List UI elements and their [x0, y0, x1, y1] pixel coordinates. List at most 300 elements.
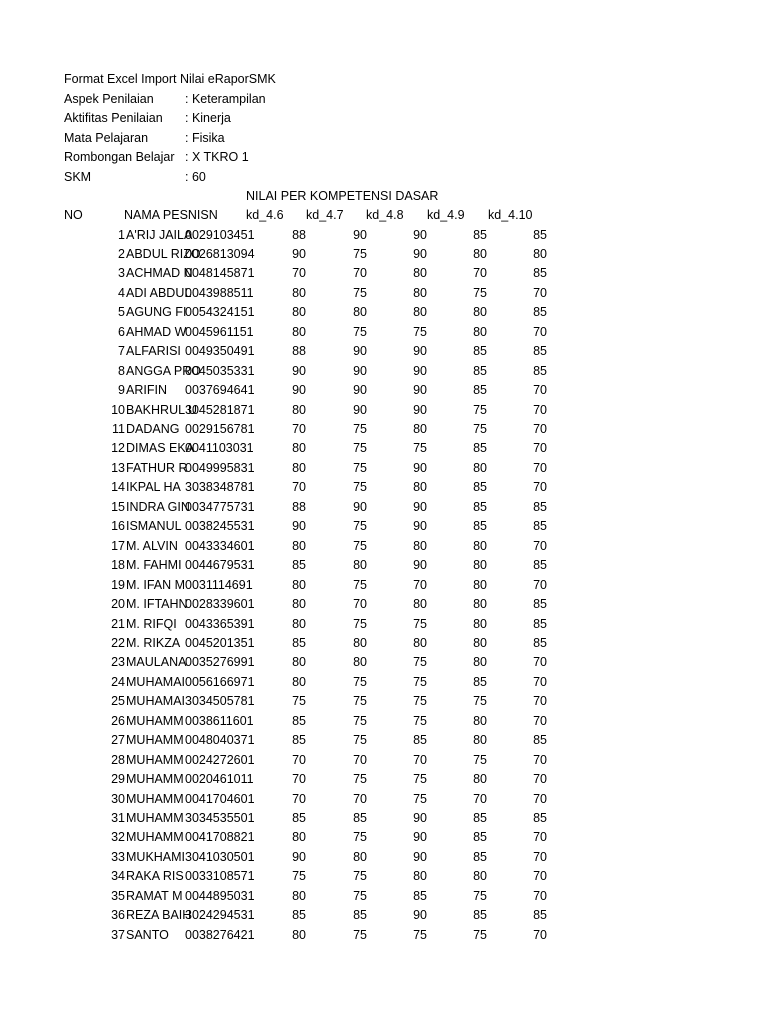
table-row [0, 401, 768, 420]
col-header-kd-4-10: kd_4.10 [488, 208, 533, 222]
score-cell: 80 [413, 538, 427, 553]
col-header-kd-4-8: kd_4.8 [366, 208, 404, 222]
table-row [0, 498, 768, 517]
row-number: 37 [111, 927, 125, 942]
table-row [0, 906, 768, 925]
score-cell: 80 [292, 927, 306, 942]
score-cell: 75 [353, 538, 367, 553]
row-number: 33 [111, 849, 125, 864]
table-row [0, 712, 768, 731]
student-name: MUHAMM [126, 791, 184, 806]
score-cell: 80 [413, 305, 427, 320]
score-cell: 80 [473, 655, 487, 670]
student-nisn: 0054324151 [185, 305, 255, 320]
table-row [0, 790, 768, 809]
student-nisn: 0026813094 [185, 246, 255, 261]
table-row [0, 439, 768, 458]
table-row [0, 673, 768, 692]
score-cell: 70 [353, 752, 367, 767]
score-cell: 85 [533, 811, 547, 825]
table-row [0, 362, 768, 381]
score-cell: 70 [533, 791, 547, 806]
student-nisn: 0045961151 [185, 324, 254, 339]
table-row [0, 420, 768, 439]
score-cell: 80 [473, 713, 487, 728]
score-cell: 80 [292, 402, 306, 417]
student-name: ARIFIN [126, 383, 167, 398]
student-name: RAMAT M [126, 888, 183, 903]
score-cell: 90 [292, 246, 306, 261]
row-number: 12 [111, 441, 125, 456]
table-row [0, 459, 768, 478]
score-cell: 75 [353, 830, 367, 845]
table-row [0, 264, 768, 283]
student-name: ABDUL RIZO [126, 246, 201, 261]
row-number: 30 [111, 791, 125, 806]
score-cell: 90 [413, 849, 427, 864]
score-cell: 85 [473, 811, 487, 825]
student-nisn: 0044679531 [185, 558, 255, 573]
score-cell: 80 [353, 655, 367, 670]
score-cell: 75 [413, 616, 427, 631]
score-cell: 85 [413, 733, 427, 748]
row-number: 2 [118, 246, 125, 261]
score-cell: 80 [413, 869, 427, 884]
table-row [0, 226, 768, 245]
student-nisn: 0045035331 [185, 363, 255, 378]
row-number: 7 [118, 344, 125, 359]
table-row [0, 828, 768, 847]
row-number: 15 [111, 499, 125, 514]
score-cell: 70 [473, 791, 487, 806]
student-nisn: 0038611601 [185, 713, 254, 728]
col-header-kd-4-7: kd_4.7 [306, 208, 344, 222]
student-nisn: 0038245531 [185, 519, 255, 534]
score-cell: 85 [353, 908, 367, 923]
table-row [0, 887, 768, 906]
score-cell: 85 [292, 558, 306, 573]
table-row [0, 517, 768, 536]
student-nisn: 0043334601 [185, 538, 255, 553]
score-cell: 75 [473, 752, 487, 767]
score-cell: 70 [533, 285, 547, 300]
score-cell: 70 [533, 694, 547, 709]
row-number: 17 [111, 538, 125, 553]
score-cell: 75 [353, 869, 367, 884]
score-cell: 85 [292, 811, 306, 825]
row-number: 16 [111, 519, 125, 534]
row-number: 23 [111, 655, 125, 670]
student-nisn: 0049995831 [185, 460, 255, 475]
table-row [0, 381, 768, 400]
row-number: 5 [118, 305, 125, 320]
student-nisn: 0045201351 [185, 635, 255, 650]
row-number: 31 [111, 811, 125, 825]
score-cell: 80 [473, 538, 487, 553]
score-cell: 85 [292, 733, 306, 748]
table-row [0, 615, 768, 634]
mapel-label: Mata Pelajaran [64, 130, 149, 145]
score-cell: 80 [473, 772, 487, 787]
score-cell: 70 [533, 441, 547, 456]
score-cell: 90 [413, 383, 427, 398]
score-cell: 85 [533, 499, 547, 514]
table-row [0, 867, 768, 886]
score-cell: 85 [533, 227, 547, 242]
score-cell: 70 [533, 324, 547, 339]
student-name: REZA BAIH [126, 908, 192, 923]
table-row [0, 323, 768, 342]
score-cell: 75 [353, 480, 367, 495]
score-cell: 90 [413, 363, 427, 378]
student-name: M. RIKZA [126, 635, 181, 650]
student-name: BAKHRUL U [126, 402, 198, 417]
score-cell: 70 [533, 713, 547, 728]
score-cell: 75 [413, 772, 427, 787]
score-cell: 75 [413, 713, 427, 728]
row-number: 13 [111, 460, 125, 475]
score-cell: 70 [533, 655, 547, 670]
student-nisn: 0043365391 [185, 616, 255, 631]
score-cell: 75 [413, 791, 427, 806]
student-name: AGUNG FI [126, 305, 187, 320]
score-cell: 85 [473, 908, 487, 923]
score-cell: 85 [473, 674, 487, 689]
score-cell: 70 [292, 791, 306, 806]
score-cell: 85 [292, 908, 306, 923]
score-cell: 75 [413, 324, 427, 339]
score-cell: 75 [473, 694, 487, 709]
student-name: ISMANUL [126, 519, 182, 534]
score-cell: 75 [353, 733, 367, 748]
table-row [0, 926, 768, 945]
rombel-value: : X TKRO 1 [185, 150, 249, 164]
score-cell: 90 [413, 519, 427, 534]
row-number: 32 [111, 830, 125, 845]
score-cell: 80 [473, 616, 487, 631]
score-cell: 90 [413, 344, 427, 359]
score-cell: 75 [353, 888, 367, 903]
score-cell: 80 [292, 324, 306, 339]
score-cell: 70 [533, 460, 547, 475]
score-cell: 80 [473, 577, 487, 592]
student-name: INDRA GIN [126, 499, 190, 514]
student-nisn: 3041030501 [185, 849, 255, 864]
table-row [0, 595, 768, 614]
student-name: MUHAMM [126, 733, 184, 748]
student-name: DADANG [126, 422, 180, 436]
score-cell: 70 [533, 849, 547, 864]
student-nisn: 0024272601 [185, 752, 255, 767]
student-nisn: 0056166971 [185, 674, 255, 689]
score-cell: 85 [473, 480, 487, 495]
row-number: 1 [118, 227, 125, 242]
score-cell: 90 [353, 383, 367, 398]
score-cell: 80 [473, 246, 487, 261]
score-cell: 88 [292, 227, 306, 242]
student-name: ADI ABDUL [126, 285, 192, 300]
score-cell: 75 [413, 674, 427, 689]
student-nisn: 0043988511 [185, 285, 254, 300]
score-cell: 85 [473, 499, 487, 514]
table-row [0, 731, 768, 750]
score-cell: 85 [533, 908, 547, 923]
score-cell: 85 [473, 519, 487, 534]
table-row [0, 303, 768, 322]
score-cell: 70 [292, 266, 306, 281]
score-cell: 70 [533, 772, 547, 787]
score-cell: 80 [292, 441, 306, 456]
score-cell: 75 [292, 869, 306, 884]
score-cell: 80 [473, 460, 487, 475]
student-name: MUHAMAI [126, 674, 186, 689]
student-nisn: 0037694641 [185, 383, 255, 398]
score-cell: 80 [413, 597, 427, 612]
student-nisn: 0028339601 [185, 597, 255, 612]
row-number: 19 [111, 577, 125, 592]
score-cell: 75 [353, 694, 367, 709]
document-title: Format Excel Import Nilai eRaporSMK [64, 72, 276, 86]
student-name: AHMAD W [126, 324, 187, 339]
student-nisn: 0033108571 [185, 869, 255, 884]
student-name: IKPAL HA [126, 480, 181, 495]
score-cell: 70 [353, 597, 367, 612]
score-cell: 80 [473, 635, 487, 650]
score-cell: 85 [533, 266, 547, 281]
student-name: MAULANA [126, 655, 187, 670]
score-cell: 85 [413, 888, 427, 903]
score-cell: 90 [413, 499, 427, 514]
score-cell: 70 [413, 752, 427, 767]
score-cell: 85 [353, 811, 367, 825]
score-cell: 80 [292, 460, 306, 475]
student-name: A'RIJ JAILA [126, 227, 193, 242]
table-row [0, 653, 768, 672]
score-cell: 75 [353, 772, 367, 787]
score-cell: 70 [533, 830, 547, 845]
col-header-name-nisn: NAMA PESNISN [124, 208, 218, 222]
score-cell: 85 [473, 830, 487, 845]
student-nisn: 3038348781 [185, 480, 255, 495]
row-number: 28 [111, 752, 125, 767]
score-cell: 80 [533, 246, 547, 261]
student-nisn: 3034505781 [185, 694, 255, 709]
row-number: 14 [111, 480, 125, 495]
score-cell: 75 [353, 441, 367, 456]
table-row [0, 556, 768, 575]
student-name: M. ALVIN [126, 538, 178, 553]
score-cell: 75 [353, 577, 367, 592]
student-nisn: 3034535501 [185, 811, 255, 825]
score-cell: 80 [473, 869, 487, 884]
student-name: RAKA RIS [126, 869, 184, 884]
table-row [0, 576, 768, 595]
row-number: 35 [111, 888, 125, 903]
score-cell: 80 [473, 597, 487, 612]
student-nisn: 0049350491 [185, 344, 255, 359]
score-cell: 75 [353, 927, 367, 942]
score-cell: 75 [353, 246, 367, 261]
score-cell: 70 [292, 422, 306, 436]
score-cell: 85 [533, 519, 547, 534]
score-cell: 90 [292, 383, 306, 398]
score-cell: 85 [473, 849, 487, 864]
score-cell: 80 [292, 305, 306, 320]
score-cell: 85 [533, 616, 547, 631]
score-cell: 85 [473, 227, 487, 242]
score-cell: 75 [473, 888, 487, 903]
student-nisn: 0034775731 [185, 499, 255, 514]
score-cell: 70 [533, 577, 547, 592]
student-nisn: 0048040371 [185, 733, 255, 748]
table-row [0, 692, 768, 711]
score-cell: 70 [292, 752, 306, 767]
student-nisn: 0044895031 [185, 888, 255, 903]
student-name: M. FAHMI [126, 558, 182, 573]
score-cell: 75 [353, 285, 367, 300]
skm-label: SKM [64, 169, 92, 184]
student-nisn: 0038276421 [185, 927, 255, 942]
col-header-kd-4-6: kd_4.6 [246, 208, 284, 222]
score-cell: 90 [353, 363, 367, 378]
score-cell: 75 [353, 713, 367, 728]
score-cell: 75 [353, 616, 367, 631]
score-cell: 85 [533, 733, 547, 748]
student-name: DIMAS EKA [126, 441, 195, 456]
row-number: 27 [111, 733, 125, 748]
row-number: 22 [111, 635, 125, 650]
score-cell: 88 [292, 499, 306, 514]
score-cell: 90 [413, 830, 427, 845]
student-name: SANTO [126, 927, 169, 942]
table-row [0, 770, 768, 789]
score-cell: 85 [473, 383, 487, 398]
score-cell: 70 [533, 383, 547, 398]
col-header-no: NO [64, 208, 83, 222]
row-number: 24 [111, 674, 125, 689]
score-cell: 90 [413, 246, 427, 261]
score-cell: 85 [473, 363, 487, 378]
table-row [0, 478, 768, 497]
score-cell: 75 [473, 402, 487, 417]
aktifitas-value: : Kinerja [185, 111, 231, 125]
score-cell: 90 [413, 908, 427, 923]
row-number: 8 [118, 363, 125, 378]
student-nisn: 0029103451 [185, 227, 255, 242]
row-number: 21 [111, 616, 125, 631]
table-row [0, 284, 768, 303]
row-number: 36 [111, 908, 125, 923]
score-cell: 90 [353, 402, 367, 417]
row-number: 26 [111, 713, 125, 728]
score-cell: 80 [292, 674, 306, 689]
table-row [0, 751, 768, 770]
score-cell: 85 [533, 344, 547, 359]
kd-group-header: NILAI PER KOMPETENSI DASAR [246, 189, 439, 203]
score-cell: 70 [292, 772, 306, 787]
score-cell: 90 [292, 849, 306, 864]
student-name: MUHAMM [126, 772, 184, 787]
score-cell: 70 [533, 422, 547, 436]
score-cell: 90 [292, 519, 306, 534]
score-cell: 75 [473, 422, 487, 436]
score-cell: 75 [353, 460, 367, 475]
score-cell: 80 [292, 616, 306, 631]
score-cell: 70 [353, 266, 367, 281]
student-nisn: 0041708821 [185, 830, 255, 845]
student-nisn: 0035276991 [185, 655, 255, 670]
table-row [0, 537, 768, 556]
student-nisn: 0031114691 [185, 577, 253, 592]
score-cell: 85 [292, 713, 306, 728]
score-cell: 80 [473, 733, 487, 748]
score-cell: 75 [413, 655, 427, 670]
student-name: MUHAMM [126, 811, 184, 825]
score-cell: 75 [292, 694, 306, 709]
score-cell: 88 [292, 344, 306, 359]
student-name: MUHAMM [126, 752, 184, 767]
score-cell: 90 [413, 227, 427, 242]
score-cell: 85 [533, 363, 547, 378]
score-cell: 80 [292, 830, 306, 845]
score-cell: 85 [533, 305, 547, 320]
student-name: M. IFAN M [126, 577, 186, 592]
score-cell: 80 [292, 888, 306, 903]
score-cell: 90 [353, 227, 367, 242]
score-cell: 90 [353, 344, 367, 359]
row-number: 25 [111, 694, 125, 709]
score-cell: 75 [353, 519, 367, 534]
score-cell: 80 [353, 849, 367, 864]
student-name: MUKHAMI [126, 849, 186, 864]
score-cell: 80 [473, 558, 487, 573]
score-cell: 90 [353, 499, 367, 514]
score-cell: 75 [413, 694, 427, 709]
score-cell: 75 [353, 422, 367, 436]
score-cell: 75 [413, 441, 427, 456]
score-cell: 75 [353, 674, 367, 689]
score-cell: 70 [353, 791, 367, 806]
table-row [0, 245, 768, 264]
score-cell: 70 [533, 402, 547, 417]
mapel-value: : Fisika [185, 130, 225, 145]
score-cell: 80 [413, 635, 427, 650]
score-cell: 75 [473, 285, 487, 300]
student-name: MUHAMAI [126, 694, 186, 709]
score-cell: 85 [473, 344, 487, 359]
table-row [0, 848, 768, 867]
row-number: 20 [111, 597, 125, 612]
row-number: 9 [118, 383, 125, 398]
score-cell: 75 [413, 927, 427, 942]
student-name: FATHUR R [126, 460, 188, 475]
score-cell: 90 [413, 811, 427, 825]
score-cell: 80 [292, 577, 306, 592]
score-cell: 85 [533, 597, 547, 612]
score-cell: 85 [292, 635, 306, 650]
score-cell: 80 [413, 422, 427, 436]
student-nisn: 0041103031 [185, 441, 254, 456]
score-cell: 75 [473, 927, 487, 942]
score-cell: 70 [533, 869, 547, 884]
score-cell: 70 [292, 480, 306, 495]
student-nisn: 0029156781 [185, 422, 255, 436]
score-cell: 80 [292, 597, 306, 612]
score-cell: 70 [533, 752, 547, 767]
aktifitas-label: Aktifitas Penilaian [64, 111, 163, 125]
score-cell: 90 [413, 558, 427, 573]
score-cell: 70 [533, 674, 547, 689]
